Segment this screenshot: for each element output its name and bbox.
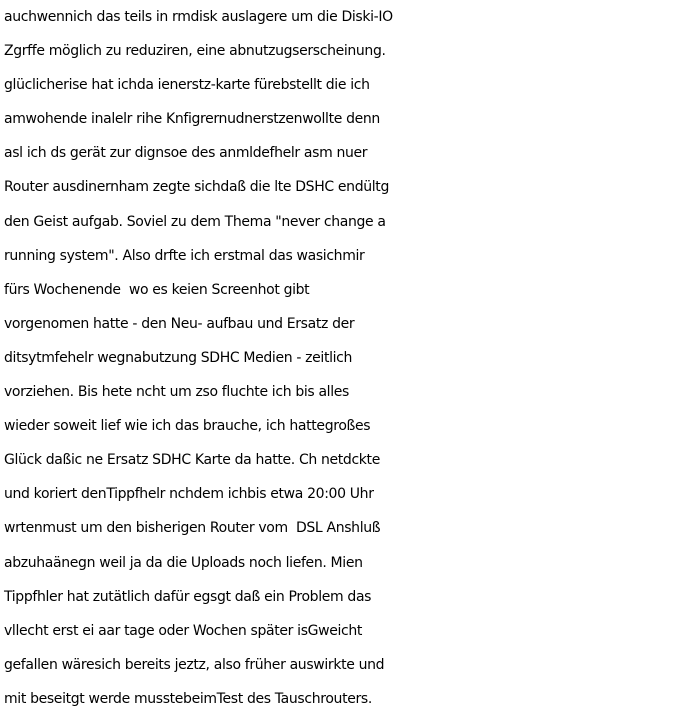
text-line: wrtenmust um den bisherigen Router vom DSL Anshluß	[4, 520, 381, 537]
text-line: asl ich ds gerät zur dignsoe des anmldefhelr asm nuer	[4, 145, 368, 162]
text-line: abzuhaänegn weil ja da die Uploads noch liefen. Mien	[4, 554, 363, 571]
text-line: auchwennich das teils in rmdisk auslagere um die Diski-IO	[4, 9, 393, 25]
text-line: Glück daßic ne Ersatz SDHC Karte da hatte. Ch netdckte	[4, 452, 380, 469]
text-line: und koriert denTippfhelr nchdem ichbis etwa 20:00 Uhr	[4, 486, 374, 503]
text-line: ditsytmfehelr wegnabutzung SDHC Medien - zeitlich	[4, 349, 353, 366]
text-line: den Geist aufgab. Soviel zu dem Thema "never change a	[4, 213, 386, 230]
text-line: wieder soweit lief wie ich das brauche, ich hattegroßes	[4, 418, 371, 435]
text-line: vorgenomen hatte - den Neu- aufbau und Ersatz der	[4, 315, 355, 332]
text-line: mit beseitgt werde musstebeimTest des Tauschrouters.	[4, 690, 372, 707]
text-line: vorziehen. Bis hete ncht um zso fluchte ich bis alles	[4, 384, 349, 401]
text-line: gefallen wäresich bereits jeztz, also früher auswirkte und	[4, 656, 385, 673]
text-line: fürs Wochenende wo es keien Screenhot gibt	[4, 281, 310, 298]
text-line: vllecht erst ei aar tage oder Wochen später isGweicht	[4, 622, 363, 639]
text-line: running system". Also drfte ich erstmal das wasichmir	[4, 247, 365, 264]
text-line: Zgrffe möglich zu reduziren, eine abnutzugserscheinung.	[4, 43, 386, 60]
text-line: glüclicherise hat ichda ienerstz-karte fürebstellt die ich	[4, 77, 370, 94]
text-line: Router ausdinernham zegte sichdaß die lte DSHC endültg	[4, 179, 389, 196]
text-line: amwohende inalelr rihe Knfigrernudnerstzenwollte denn	[4, 111, 380, 128]
document-text	[4, 0, 684, 716]
text-line: Tippfhler hat zutätlich dafür egsgt daß ein Problem das	[4, 588, 372, 605]
